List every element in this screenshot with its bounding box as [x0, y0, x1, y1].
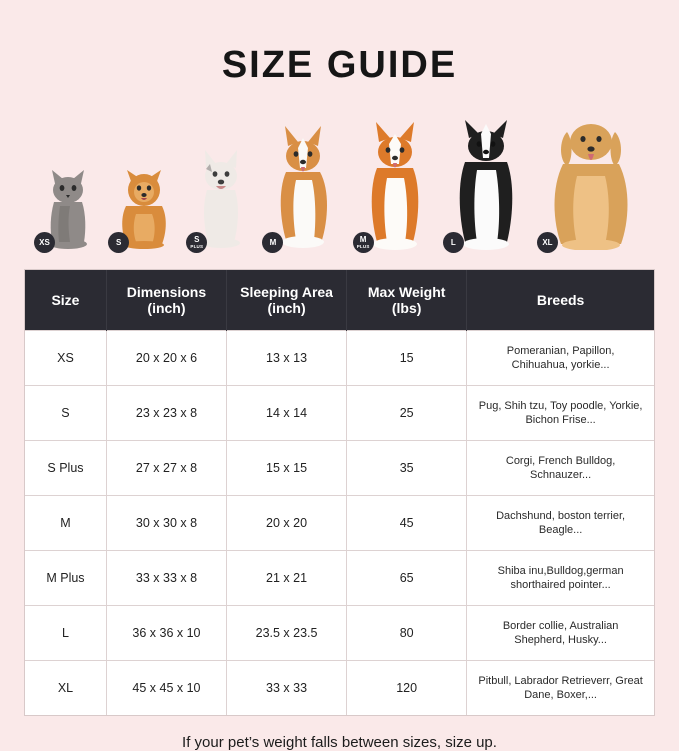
size-badge-label: XS — [39, 237, 50, 247]
cell-sleeping-area: 14 x 14 — [227, 386, 347, 441]
size-badge-label: S — [194, 235, 200, 244]
cell-dimensions: 30 x 30 x 8 — [106, 496, 226, 551]
pet-figure-s — [114, 154, 174, 255]
cell-sleeping-area: 23.5 x 23.5 — [227, 606, 347, 661]
header-max-weight — [347, 270, 467, 331]
cell-dimensions: 36 x 36 x 10 — [106, 606, 226, 661]
cell-size: S Plus — [25, 441, 106, 496]
size-table — [25, 270, 654, 715]
header-sleeping-area — [227, 270, 347, 331]
header-sleeping-line2: (inch) — [267, 300, 306, 316]
size-table-head — [25, 270, 654, 331]
table-row — [25, 496, 654, 551]
header-weight-line1: Max Weight — [367, 284, 446, 300]
size-badge-label: XL — [542, 237, 553, 247]
table-row — [25, 331, 654, 386]
size-badge-label: L — [450, 237, 456, 247]
cell-size: XL — [25, 661, 106, 716]
cell-max-weight: 25 — [347, 386, 467, 441]
cell-sleeping-area: 20 x 20 — [227, 496, 347, 551]
size-badge-xl — [537, 232, 558, 253]
header-sleeping-line1: Sleeping Area — [240, 284, 333, 300]
cell-dimensions: 27 x 27 x 8 — [106, 441, 226, 496]
cell-sleeping-area: 13 x 13 — [227, 331, 347, 386]
cell-dimensions: 23 x 23 x 8 — [106, 386, 226, 441]
size-badge-l — [443, 232, 464, 253]
cell-breeds: Border collie, Australian Shepherd, Husky... — [467, 606, 654, 661]
pet-figure-l — [449, 114, 525, 255]
pet-figure-m — [268, 122, 340, 255]
size-badge-label: M — [269, 237, 277, 247]
cell-size: XS — [25, 331, 106, 386]
pet-figure-s-plus — [192, 142, 250, 255]
footnote-text: If your pet’s weight falls between sizes, size up. — [182, 734, 497, 751]
cell-breeds: Pomeranian, Papillon, Chihuahua, yorkie... — [467, 331, 654, 386]
cell-sleeping-area: 21 x 21 — [227, 551, 347, 606]
size-badge-sub-label: PLUS — [356, 244, 370, 249]
header-size — [25, 270, 106, 331]
size-table-body — [25, 331, 654, 716]
size-badge-label: S — [115, 237, 122, 247]
size-badge-m-plus — [353, 232, 374, 253]
cell-max-weight: 45 — [347, 496, 467, 551]
cell-max-weight: 35 — [347, 441, 467, 496]
table-row — [25, 441, 654, 496]
size-badge-xs — [34, 232, 55, 253]
cell-max-weight: 80 — [347, 606, 467, 661]
cell-breeds: Pitbull, Labrador Retrieverr, Great Dane, Boxer,... — [467, 661, 654, 716]
cell-size: M — [25, 496, 106, 551]
cell-size: L — [25, 606, 106, 661]
cell-max-weight: 65 — [347, 551, 467, 606]
table-row — [25, 386, 654, 441]
table-row — [25, 661, 654, 716]
header-weight-line2: (lbs) — [391, 300, 422, 316]
table-row — [25, 551, 654, 606]
pet-illustration-row — [40, 105, 639, 255]
table-header-row — [25, 270, 654, 331]
cell-breeds: Corgi, French Bulldog, Schnauzer... — [467, 441, 654, 496]
header-breeds — [467, 270, 654, 331]
cell-dimensions: 33 x 33 x 8 — [106, 551, 226, 606]
size-badge-label: M — [359, 235, 367, 244]
cell-sleeping-area: 33 x 33 — [227, 661, 347, 716]
pet-figure-m-plus — [356, 120, 431, 255]
page-title: SIZE GUIDE — [221, 44, 458, 86]
cell-sleeping-area: 15 x 15 — [227, 441, 347, 496]
header-dimensions — [106, 270, 226, 331]
golden-retriever-icon — [543, 108, 639, 255]
cell-breeds: Pug, Shih tzu, Toy poodle, Yorkie, Bichon Frise... — [467, 386, 654, 441]
cell-max-weight: 15 — [347, 331, 467, 386]
header-size-line1: Size — [51, 292, 80, 308]
pet-figure-xs — [40, 154, 96, 255]
cell-dimensions: 20 x 20 x 6 — [106, 331, 226, 386]
cell-dimensions: 45 x 45 x 10 — [106, 661, 226, 716]
header-dimensions-line1: Dimensions — [126, 284, 207, 300]
cell-max-weight: 120 — [347, 661, 467, 716]
pet-figure-xl — [543, 108, 639, 255]
table-row — [25, 606, 654, 661]
cell-breeds: Dachshund, boston terrier, Beagle... — [467, 496, 654, 551]
size-table-container — [24, 269, 655, 716]
size-badge-s — [108, 232, 129, 253]
cell-size: M Plus — [25, 551, 106, 606]
cell-size: S — [25, 386, 106, 441]
size-badge-sub-label: PLUS — [190, 244, 204, 249]
cell-breeds: Shiba inu,Bulldog,german shorthaired pointer... — [467, 551, 654, 606]
header-breeds-line1: Breeds — [536, 292, 585, 308]
header-dimensions-line2: (inch) — [147, 300, 186, 316]
